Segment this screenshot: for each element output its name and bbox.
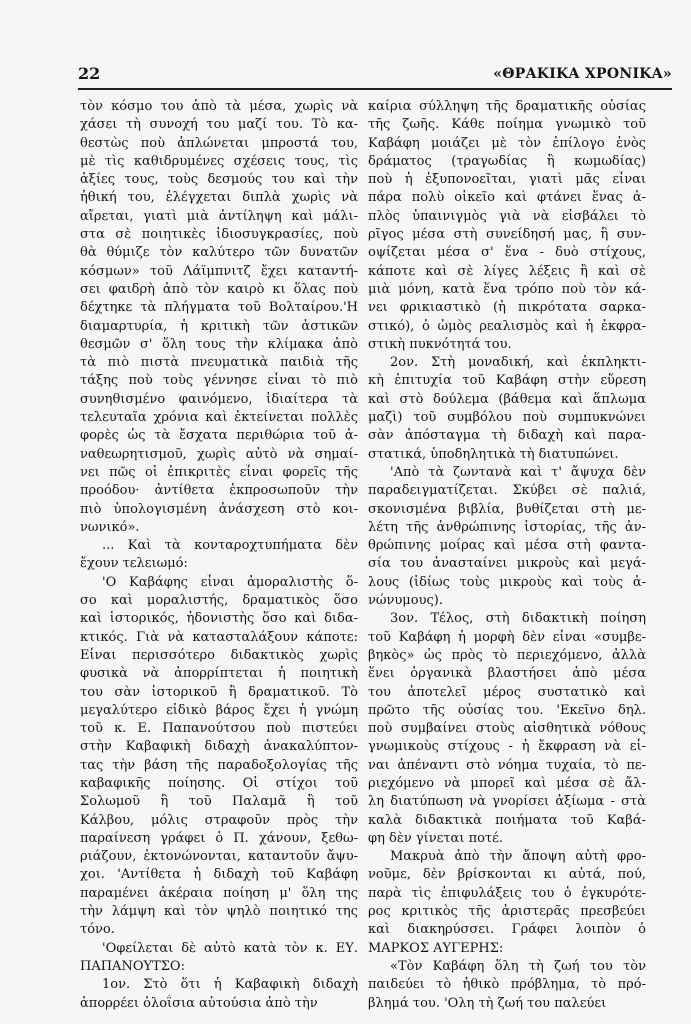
paragraph — [80, 98, 358, 537]
text-line: του ἀποτελεῖ μέρος συστατικὸ καὶ — [368, 684, 646, 700]
text-line: 3ον. Τέλος, στὴ διδακτικὴ ποίηση — [390, 611, 646, 627]
paragraph — [80, 537, 358, 574]
text-line: φυσικὰ νὰ ἀπορρίπτεται ἡ ποιητικὴ — [80, 666, 358, 682]
text-line: παιδεύει τὸ ἠθικὸ πρόβλημα, τὸ πρό- — [368, 977, 646, 993]
text-column-right — [368, 98, 646, 1013]
text-line: ναθεωρητισμοῦ, χωρὶς αὐτὸ νὰ σημαί- — [80, 446, 358, 462]
paragraph — [80, 940, 358, 977]
text-line: τοῦ Καβάφη ἡ μορφὴ δὲν εἶναι «συμβε- — [368, 629, 646, 645]
text-line: καὶ ἱστορικός, ἡδονιστὴς ὅσο καὶ διδα- — [80, 611, 358, 627]
text-line: ΜΑΡΚΟΣ ΑΥΓΕΡΗΣ: — [368, 940, 504, 956]
text-line: του σὰν ἱστορικοῦ ἢ δραματικοῦ. Τὸ — [80, 684, 358, 700]
text-line: 'Απὸ τὰ ζωντανὰ καὶ τ' ἄψυχα δὲν — [390, 464, 646, 480]
text-line: νει πῶς οἱ ἐπικριτὲς εἶναι φορεῖς τῆς — [80, 464, 358, 480]
text-line: δράματος (τραγωδίας ἢ κωμωδίας) — [368, 153, 646, 169]
paragraph — [368, 848, 646, 958]
text-line: χάσει τὴ συνοχή του μαζί του. Τὸ κα- — [80, 117, 358, 133]
text-line: καβαφικῆς ποίησης. Οἱ στίχοι τοῦ — [80, 775, 358, 791]
text-line: δέχτηκε τὰ πλήγματα τοῦ Βολταίρου.'Η — [80, 300, 358, 316]
paragraph — [368, 354, 646, 464]
text-line: ποὺ συμβαίνει στοὺς αἰσθητικὰ νόθους — [368, 721, 646, 737]
text-line: λους (ἰδίως τοὺς μικροὺς καὶ τοὺς ἀ- — [368, 574, 646, 590]
text-line: νοῦμε, δὲν βρίσκονται κι αὐτά, πού, — [368, 867, 646, 883]
text-line: νώνυμους). — [368, 593, 443, 609]
text-column-left — [80, 98, 358, 1013]
text-line: διαμαρτυρία, ἡ κριτικὴ τῶν ἀστικῶν — [80, 318, 358, 334]
text-line: θεστὼς ποὺ ἁπλώνεται μπροστά του, — [80, 135, 358, 151]
text-line: ἔχουν τελειωμό: — [80, 556, 188, 572]
text-line: καὶ διακηρύσσει. Γράφει λοιπὸν ὁ — [368, 922, 646, 938]
text-line: ριεχόμενο νὰ μπορεῖ καὶ μέσα σὲ ἄλ- — [368, 775, 646, 791]
text-line: στικό), ὁ ὠμὸς ρεαλισμὸς καὶ ἡ ἐκφρα- — [368, 318, 646, 334]
text-line: πρῶτο τῆς οὐσίας του. 'Εκεῖνο δηλ. — [368, 702, 646, 718]
text-line: μαζὶ) τοῦ συμβόλου ποὺ συμπυκνώνει — [368, 410, 646, 426]
text-line: 1ον. Στὸ ὅτι ἡ Καβαφικὴ διδαχὴ — [102, 977, 358, 993]
text-line: νωνικό». — [80, 519, 140, 535]
text-line: κτικός. Γιὰ νὰ κατασταλάξουν κάποτε: — [80, 629, 358, 645]
text-line: κὴ ἐπιτυχία τοῦ Καβάφη στὴν εὕρεση — [368, 373, 646, 389]
text-line: νει φρικιαστικὸ (ἡ πικρότατα σαρκα- — [368, 300, 646, 316]
text-line: λη διατύπωση νὰ γνορίσει ἀξίωμα - στὰ — [368, 794, 646, 810]
text-line: τοῦ κ. Ε. Παπανούτσου ποὺ πιστεύει — [80, 721, 358, 737]
paragraph — [80, 574, 358, 940]
text-line: «Τὸν Καβάφη ὅλη τὴ ζωή του τὸν — [390, 958, 646, 974]
text-line: ... Καὶ τὰ κονταροχτυπήματα δὲν — [102, 538, 358, 554]
page-header — [78, 64, 672, 86]
text-line: ἀπορρέει ὁλοΐσια αὐτούσια ἀπὸ τὴν — [80, 995, 318, 1011]
text-line: καλὰ διδακτικὰ ποιήματα τοῦ Καβά- — [368, 812, 646, 828]
header-rule — [78, 88, 672, 90]
text-line: καὶ στὸ δούλεμα (βάθεμα καὶ ἅπλωμα — [368, 391, 646, 407]
text-line: σει φαιδρὴ ἀπὸ τὸν καιρὸ κι ὅλας ποὺ — [80, 281, 358, 297]
text-line: 'Ο Καβάφης εἶναι ἀμοραλιστὴς ὅ- — [102, 574, 358, 590]
text-line: στικὴ πυκνότητά του. — [368, 336, 512, 352]
text-line: Μακρυὰ ἀπὸ τὴν ἄποψη αὐτὴ φρο- — [390, 849, 646, 865]
text-line: μιὰ μόνη, κατὰ ἕνα τρόπο ποὺ τὸν κά- — [368, 281, 646, 297]
text-line: παραμένει ἀκέραια ποίηση μ' ὅλη της — [80, 885, 358, 901]
text-line: θεσμῶν σ' ὅλη τους τὴν κλίμακα ἀπὸ — [80, 336, 358, 352]
text-line: γνωμικοὺς στίχους - ἡ ἔκφραση νὰ εἶ- — [368, 739, 646, 755]
text-line: φη δὲν γίνεται ποτέ. — [368, 830, 503, 846]
text-line: τάξης ποὺ τοὺς γέννησε εἶναι τὸ πιὸ — [80, 373, 358, 389]
text-line: τόνο. — [80, 922, 115, 938]
text-line: θρώπινης μοίρας καὶ μέσα στὴ φαντα- — [368, 538, 646, 554]
text-line: τὴν λάμψη καὶ τὸν ψηλὸ ποιητικό της — [80, 904, 358, 920]
text-line: ἠθική του, ἐλέγχεται διπλὰ χωρὶς νὰ — [80, 190, 358, 206]
text-line: τας τὴν βάση τῆς παραδοξολογίας τῆς — [80, 757, 358, 773]
text-line: ρῖγος μέσα στὴ συνείδησή μας, ἢ συν- — [368, 227, 646, 243]
text-line: παρὰ τὶς ἐπιφυλάξεις του ὁ ἐγκυρότε- — [368, 885, 646, 901]
text-line: 2ον. Στὴ μοναδική, καὶ ἐκπληκτι- — [390, 355, 646, 371]
text-line: ναι ἀπέναντι στὸ νόημα τυχαία, τὸ πε- — [368, 757, 646, 773]
text-line: μεγαλύτερο εἰδικὸ βάρος ἔχει ἡ γνώμη — [80, 702, 358, 718]
text-line: πιὸ ὑπολογισμένη ἀνάσχεση στὸ κοι- — [80, 501, 358, 517]
text-line: καίρια σύλληψη τῆς δραματικῆς οὐσίας — [368, 99, 646, 114]
text-line: πλὸς ὑπαινιγμὸς γιὰ νὰ εἰσβάλει τὸ — [368, 208, 646, 224]
paragraph — [368, 610, 646, 848]
paragraph — [368, 958, 646, 1013]
text-line: προόδου· ἀντίθετα ἐκπροσωποῦν τὴν — [80, 483, 358, 499]
paragraph — [368, 98, 646, 354]
text-line: αἴρεται, γιατὶ μιὰ ἀντίληψη καὶ μάλι- — [80, 208, 358, 224]
text-line: μὲ τὶς καθιδρυμένες σχέσεις τους, τὶς — [80, 153, 358, 169]
text-line: σὰν ἀπόσταγμα τὴ διδαχὴ καὶ παρα- — [368, 428, 646, 444]
text-line: ΠΑΠΑΝΟΥΤΣΟ: — [80, 958, 185, 974]
paragraph — [368, 464, 646, 610]
text-line: ἕνει ὀργανικὰ βλαστήσει ἀπὸ μέσα — [368, 666, 646, 682]
text-line: οψίζεται μέσα σ' ἕνα - δυὸ στίχους, — [368, 245, 646, 261]
text-line: τῆς ζωῆς. Κάθε ποίημα γνωμικὸ τοῦ — [368, 117, 646, 133]
text-line: θὰ θύμιζε τὸν καλύτερο τῶν δυνατῶν — [80, 245, 358, 261]
text-line: τελευταῖα χρόνια καὶ ἐκτείνεται πολλὲς — [80, 410, 358, 426]
text-line: σία του ἀνασταίνει μικροὺς καὶ μεγά- — [368, 556, 646, 572]
text-line: λέτη τῆς ἀνθρώπινης ἱστορίας, τῆς ἀν- — [368, 519, 646, 535]
text-line: ἀξίες τους, τοὺς δεσμούς του καὶ τὴν — [80, 172, 358, 188]
text-line: πάρα πολὺ οἰκεῖο καὶ φτάνει ἕνας ἁ- — [368, 190, 646, 206]
text-line: παραδειγματίζεται. Σκύβει σὲ παλιά, — [368, 483, 646, 499]
text-line: βηκὸς» ὡς πρὸς τὸ περιεχόμενο, ἀλλὰ — [368, 647, 646, 663]
text-line: Κάλβου, μόλις στραφοῦν πρὸς τὴν — [80, 812, 358, 828]
paragraph — [80, 976, 358, 1013]
text-line: Σολωμοῦ ἢ τοῦ Παλαμᾶ ἢ τοῦ — [80, 794, 358, 810]
text-line: Καβάφη μοιάζει μὲ τὸν ἐπίλογο ἑνὸς — [368, 135, 646, 151]
text-line: κόσμων» τοῦ Λάϊμπνιτζ ἔχει καταντή- — [80, 263, 358, 279]
text-line: φορὲς ὡς τὰ ἔσχατα περιθώρια τοῦ ἀ- — [80, 428, 358, 444]
text-line: σκονισμένα βιβλία, βυθίζεται στὴ με- — [368, 501, 646, 517]
text-line: συνηθισμένο φαινόμενο, ἰδιαίτερα τὰ — [80, 391, 358, 407]
text-line: ρος κριτικὸς τῆς ἀριστερᾶς πρεσβεύει — [368, 904, 646, 920]
text-line: 'Οφείλεται δὲ αὐτὸ κατὰ τὸν κ. ΕΥ. — [102, 940, 358, 956]
page-number: 22 — [78, 64, 101, 83]
text-line: στα σὲ ποιητικὲς ἰδιοσυγκρασίες, ποὺ — [80, 227, 358, 243]
text-line: τὰ πιὸ πιστὰ πνευματικὰ παιδιὰ τῆς — [80, 355, 358, 371]
text-line: χοι. 'Αντίθετα ἡ διδαχὴ τοῦ Καβάφη — [80, 867, 358, 883]
text-line: στατικά, ὑποδηλητικὰ τὴ διατυπώνει. — [368, 446, 619, 462]
text-line: βλημά του. 'Ολη τὴ ζωή του παλεύει — [368, 995, 607, 1011]
text-line: τὸν κόσμο του ἀπὸ τὰ μέσα, χωρὶς νὰ — [80, 99, 358, 114]
running-title: «ΘΡΑΚΙΚΑ ΧΡΟΝΙΚΑ» — [493, 66, 672, 82]
text-line: σο καὶ μοραλιστής, δραματικὸς ὅσο — [80, 593, 358, 609]
text-line: Εἶναι περισσότερο διδακτικὸς χωρὶς — [80, 647, 358, 663]
text-line: ποὺ ἡ ἐξυπονοεῖται, γιατὶ μᾶς εἶναι — [368, 172, 646, 188]
text-line: ριάζουν, ἐκτονώνονται, καταντοῦν ἄψυ- — [80, 849, 358, 865]
text-line: παραίνεση γράφει ὁ Π. χάνουν, ξεθω- — [80, 830, 358, 846]
text-line: στὴν Καβαφικὴ διδαχὴ ἀνακαλύπτον- — [80, 739, 358, 755]
text-line: κάποτε καὶ σὲ λίγες λέξεις ἢ καὶ σὲ — [368, 263, 646, 279]
